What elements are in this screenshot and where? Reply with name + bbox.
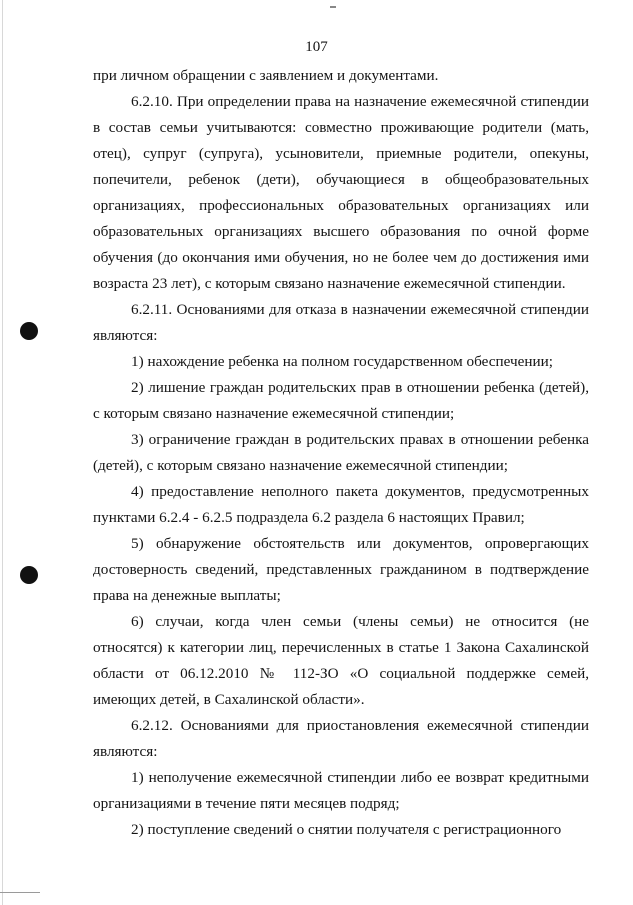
list-item-6-2-11-6: 6) случаи, когда член семьи (члены семьи) не относится (не относятся) к категории лиц, перечисленных в статье 1 Закона Сахалинской области от 06.12.2010 № 112-ЗО «О социальной поддержке семей, имеющих детей, в Сахалинской области». bbox=[93, 613, 589, 708]
paragraph-6-2-11: 6.2.11. Основаниями для отказа в назначении ежемесячной стипендии являются: bbox=[93, 301, 589, 344]
list-item-6-2-11-2: 2) лишение граждан родительских прав в отношении ребенка (детей), с которым связано назначение ежемесячной стипендии; bbox=[93, 379, 589, 422]
list-item-6-2-11-3: 3) ограничение граждан в родительских правах в отношении ребенка (детей), с которым связано назначение ежемесячной стипендии; bbox=[93, 431, 589, 474]
paragraph-6-2-12: 6.2.12. Основаниями для приостановления ежемесячной стипендии являются: bbox=[93, 717, 589, 760]
document-body bbox=[93, 63, 589, 843]
list-item-6-2-12-2: 2) поступление сведений о снятии получателя с регистрационного bbox=[131, 821, 562, 838]
paragraph-continuation: при личном обращении с заявлением и документами. bbox=[93, 67, 439, 84]
list-item-6-2-11-1: 1) нахождение ребенка на полном государственном обеспечении; bbox=[131, 353, 554, 370]
list-item-6-2-11-4: 4) предоставление неполного пакета документов, предусмотренных пунктами 6.2.4 - 6.2.5 подраздела 6.2 раздела 6 настоящих Правил; bbox=[93, 483, 589, 526]
scan-speck bbox=[330, 6, 336, 8]
list-item-6-2-12-1: 1) неполучение ежемесячной стипендии либо ее возврат кредитными организациями в течение пяти месяцев подряд; bbox=[93, 769, 589, 812]
page-number: 107 bbox=[305, 39, 328, 55]
scan-edge-line bbox=[2, 0, 3, 905]
paragraph-6-2-10: 6.2.10. При определении права на назначение ежемесячной стипендии в состав семьи учитываются: совместно проживающие родители (мать, отец), супруг (супруга), усыновители, приемные родители, опекуны, попечители, ребенок (дети), обучающиеся в общеобразовательных организациях, профессиональных образовательных организациях или образовательных организациях высшего образования по очной форме обучения (до окончания ими обучения, но не более чем до достижения ими возраста 23 лет), с которым связано назначение ежемесячной стипендии. bbox=[93, 93, 589, 292]
scan-bottom-line bbox=[0, 892, 40, 893]
list-item-6-2-11-5: 5) обнаружение обстоятельств или документов, опровергающих достоверность сведений, представленных гражданином в подтверждение права на денежные выплаты; bbox=[93, 535, 589, 604]
punch-hole-lower bbox=[20, 566, 38, 584]
punch-hole-upper bbox=[20, 322, 38, 340]
